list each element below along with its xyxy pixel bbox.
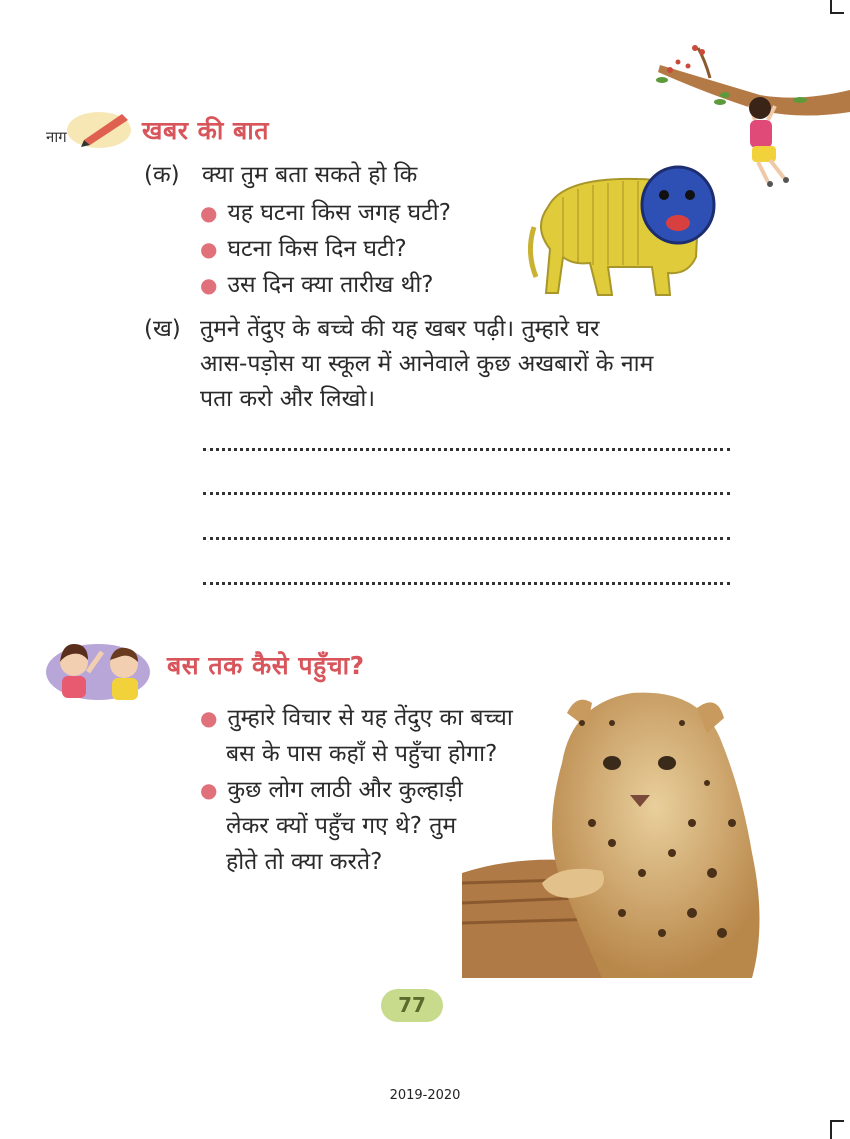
tiger-painting-illustration bbox=[528, 157, 718, 302]
bullet-dot-icon: ● bbox=[200, 778, 218, 802]
crop-mark bbox=[830, 12, 844, 14]
part-kh-label: (ख) bbox=[144, 316, 181, 342]
answer-line-3[interactable] bbox=[203, 537, 730, 540]
section-title-bus: बस तक कैसे पहुँचा? bbox=[167, 651, 365, 680]
bullet-item: ● तुम्हारे विचार से यह तेंदुए का बच्चा bbox=[200, 705, 513, 731]
part-k-label: (क) bbox=[144, 162, 180, 188]
answer-line-2[interactable] bbox=[203, 492, 730, 495]
bullet-dot-icon: ● bbox=[200, 237, 218, 261]
children-talking-icon bbox=[44, 632, 152, 702]
section-title-news: खबर की बात bbox=[142, 116, 270, 145]
bullet-dot-icon: ● bbox=[200, 201, 218, 225]
answer-line-4[interactable] bbox=[203, 582, 730, 585]
svg-text:नाग: नाग bbox=[46, 128, 67, 146]
paragraph-line: बस के पास कहाँ से पहुँचा होगा? bbox=[226, 741, 498, 767]
crop-mark bbox=[830, 1120, 832, 1139]
crop-mark bbox=[830, 1120, 844, 1122]
bullet-item: ● यह घटना किस जगह घटी? bbox=[200, 200, 451, 226]
bullet-item: ● घटना किस दिन घटी? bbox=[200, 236, 407, 262]
paragraph-line: होते तो क्या करते? bbox=[226, 849, 383, 875]
bullet-dot-icon: ● bbox=[200, 273, 218, 297]
paragraph-line: तुमने तेंदुए के बच्चे की यह खबर पढ़ी। तुम्हारे घर bbox=[200, 316, 600, 342]
paragraph-line: आस-पड़ोस या स्कूल में आनेवाले कुछ अखबारों के नाम bbox=[200, 351, 654, 377]
bullet-item: ● कुछ लोग लाठी और कुल्हाड़ी bbox=[200, 777, 463, 803]
answer-line-1[interactable] bbox=[203, 448, 730, 451]
pencil-writing-icon bbox=[44, 108, 139, 153]
bullet-dot-icon: ● bbox=[200, 706, 218, 730]
page-number-badge: 77 bbox=[381, 989, 443, 1022]
edition-year: 2019-2020 bbox=[389, 1088, 461, 1103]
paragraph-line: पता करो और लिखो। bbox=[200, 386, 376, 412]
part-k-intro: क्या तुम बता सकते हो कि bbox=[202, 162, 418, 188]
bullet-item: ● उस दिन क्या तारीख थी? bbox=[200, 272, 434, 298]
paragraph-line: लेकर क्यों पहुँच गए थे? तुम bbox=[226, 813, 457, 839]
